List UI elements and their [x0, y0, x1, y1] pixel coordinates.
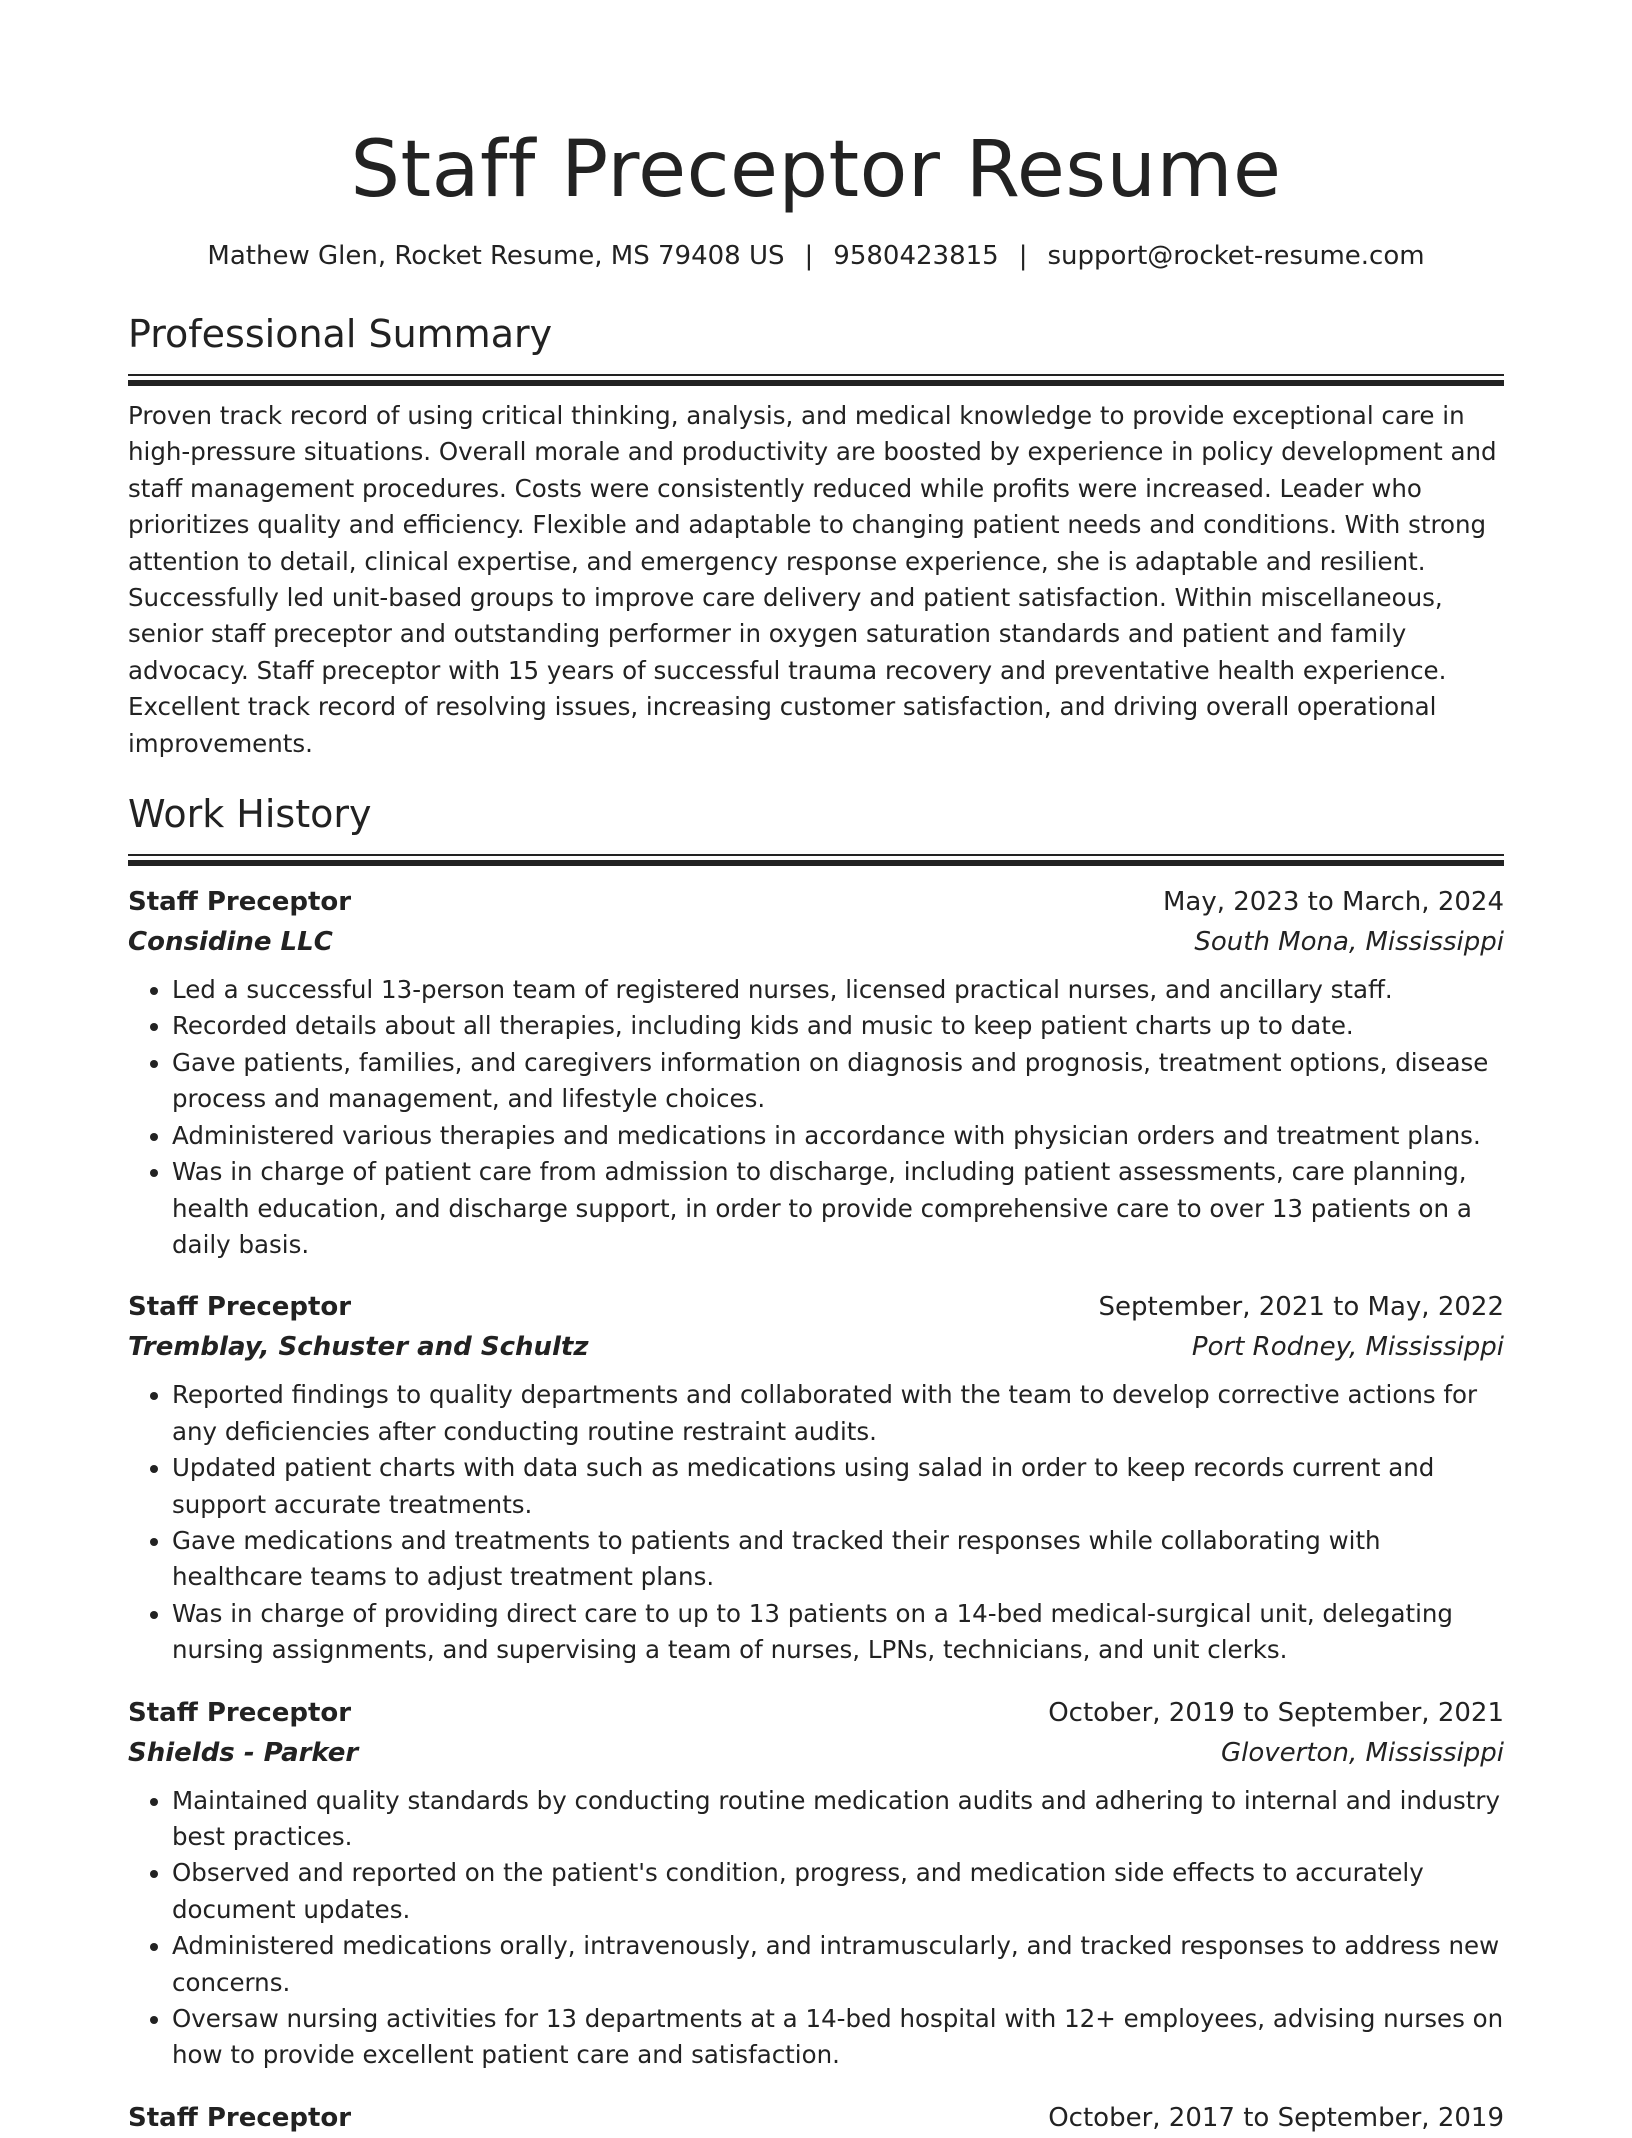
job-company: Tremblay, Schuster and Schultz: [128, 1332, 589, 1363]
job-bullet: • Gave medications and treatments to patients and tracked their responses while collaborating with healthcare teams to adjust treatment plans.: [172, 1523, 1504, 1596]
job-location: Port Rodney, Mississippi: [1191, 1332, 1504, 1363]
job-bullet-list: [128, 1783, 1504, 2074]
job-bullet: • Was in charge of patient care from admission to discharge, including patient assessments, care planning, health education, and discharge support, in order to provide comprehensive care to over 13 patients on a daily basis.: [172, 1154, 1504, 1263]
resume-page: [128, 0, 1504, 2138]
job-location: Gloverton, Mississippi: [1221, 1737, 1504, 1768]
section-heading-work-history: Work History: [128, 792, 372, 837]
job-bullet-list: [128, 972, 1504, 1263]
job-title: Staff Preceptor: [128, 887, 352, 918]
job-title: Staff Preceptor: [128, 1697, 352, 1728]
contact-separator: |: [1018, 241, 1028, 271]
job-bullet: • Administered various therapies and medications in accordance with physician orders and treatment plans.: [172, 1118, 1504, 1154]
job-bullet: • Led a successful 13-person team of registered nurses, licensed practical nurses, and ancillary staff.: [172, 972, 1504, 1008]
job-header-row: [128, 1693, 1504, 1733]
summary-text: Proven track record of using critical thinking, analysis, and medical knowledge to provide exceptional care in high-pressure situations. Overall morale and productivity are boosted by experience in policy development and staff management procedures. Costs were consistently reduced while profits were increased. Leader who prioritizes quality and efficiency. Flexible and adaptable to changing patient needs and conditions. With strong attention to detail, clinical expertise, and emergency response experience, she is adaptable and resilient. Successfully led unit-based groups to improve care delivery and patient satisfaction. Within miscellaneous, senior staff preceptor and outstanding performer in oxygen saturation standards and patient and family advocacy. Staff preceptor with 15 years of successful trauma recovery and preventative health experience. Excellent track record of resolving issues, increasing customer satisfaction, and driving overall operational improvements.: [128, 401, 1497, 758]
job-bullet: • Was in charge of providing direct care to up to 13 patients on a 14-bed medical-surgical unit, delegating nursing assignments, and supervising a team of nurses, LPNs, technicians, and unit clerks.: [172, 1596, 1504, 1669]
job-bullet: • Recorded details about all therapies, including kids and music to keep patient charts up to date.: [172, 1008, 1504, 1044]
contact-phone: 9580423815: [833, 241, 999, 271]
section-rule: [128, 374, 1504, 386]
job-entry: [128, 2098, 1504, 2138]
contact-email: support@rocket-resume.com: [1047, 241, 1425, 271]
job-location: South Mona, Mississippi: [1194, 927, 1504, 958]
contact-line: [128, 238, 1504, 274]
job-bullet: • Gave patients, families, and caregivers information on diagnosis and prognosis, treatment options, disease process and management, and lifestyle choices.: [172, 1045, 1504, 1118]
job-header-row: [128, 2098, 1504, 2138]
contact-address: Mathew Glen, Rocket Resume, MS 79408 US: [207, 241, 785, 271]
job-bullet: • Updated patient charts with data such as medications using salad in order to keep records current and support accurate treatments.: [172, 1450, 1504, 1523]
job-entry: [128, 882, 1504, 1263]
job-bullet: • Oversaw nursing activities for 13 departments at a 14-bed hospital with 12+ employees, advising nurses on how to provide excellent patient care and satisfaction.: [172, 2001, 1504, 2074]
job-company-row: [128, 1733, 1504, 1773]
job-company-row: [128, 922, 1504, 962]
job-bullet: • Reported findings to quality departments and collaborated with the team to develop corrective actions for any deficiencies after conducting routine restraint audits.: [172, 1377, 1504, 1450]
job-bullet: • Observed and reported on the patient's condition, progress, and medication side effects to accurately document updates.: [172, 1855, 1504, 1928]
job-company: Shields - Parker: [128, 1737, 359, 1768]
section-heading-summary: Professional Summary: [128, 312, 553, 356]
contact-separator: |: [804, 241, 814, 271]
job-dates: September, 2021 to May, 2022: [1098, 1292, 1504, 1323]
job-title: Staff Preceptor: [128, 1292, 352, 1323]
job-entry: [128, 1693, 1504, 2074]
job-bullet: • Maintained quality standards by conducting routine medication audits and adhering to internal and industry best practices.: [172, 1783, 1504, 1856]
job-company-row: [128, 1327, 1504, 1367]
job-dates: October, 2017 to September, 2019: [1048, 2102, 1504, 2133]
job-bullet-list: [128, 1377, 1504, 1668]
job-header-row: [128, 1287, 1504, 1327]
job-title: Staff Preceptor: [128, 2102, 352, 2133]
job-entry: [128, 1287, 1504, 1668]
resume-title: Staff Preceptor Resume: [350, 125, 1282, 215]
section-rule: [128, 854, 1504, 866]
job-header-row: [128, 882, 1504, 922]
work-history-section: [128, 790, 1504, 2138]
job-dates: May, 2023 to March, 2024: [1162, 887, 1504, 918]
job-company: Considine LLC: [128, 927, 333, 958]
job-dates: October, 2019 to September, 2021: [1048, 1697, 1504, 1728]
professional-summary-section: [128, 310, 1504, 762]
job-bullet: • Administered medications orally, intravenously, and intramuscularly, and tracked responses to address new concerns.: [172, 1928, 1504, 2001]
